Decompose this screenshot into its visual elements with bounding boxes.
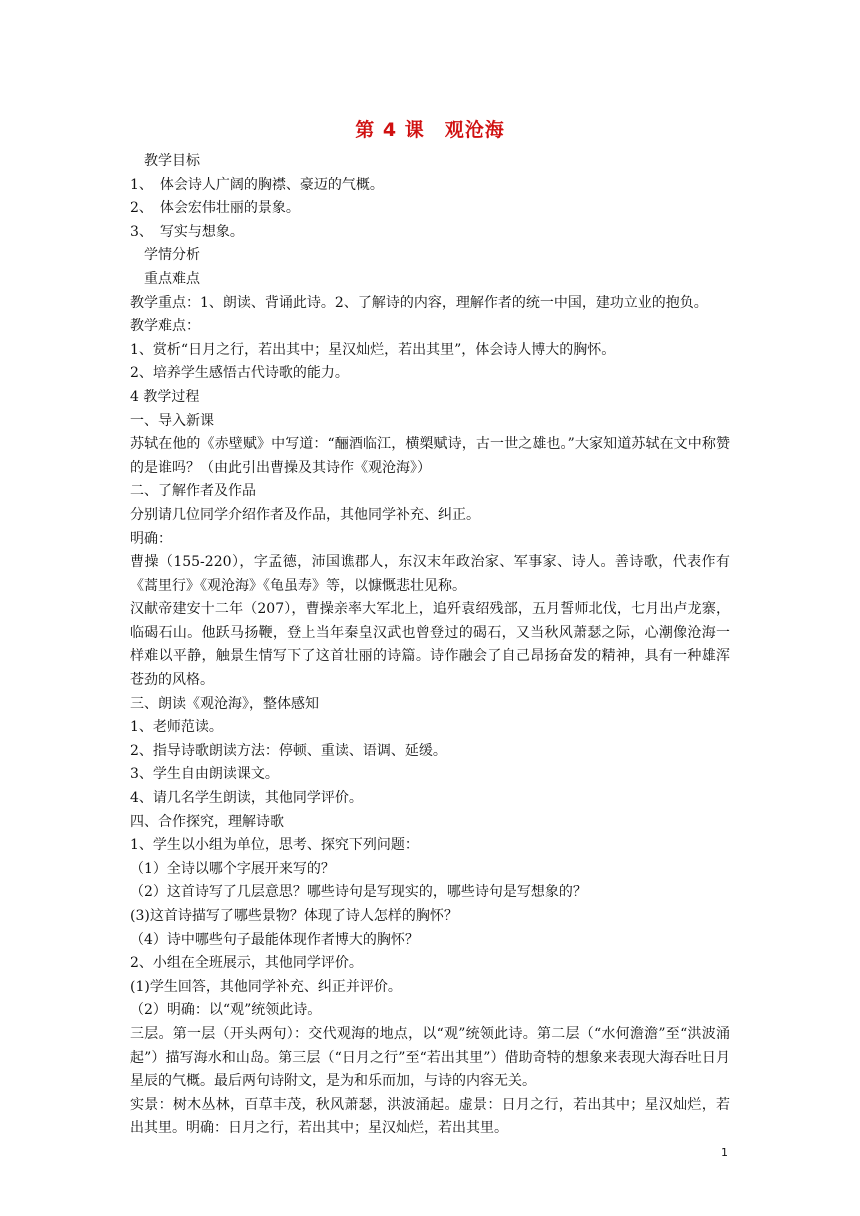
text-line: （4）诗中哪些句子最能体现作者博大的胸怀？ xyxy=(130,931,419,948)
text-line: 1、学生以小组为单位，思考、探究下列问题： xyxy=(130,837,419,854)
text-line: 1、老师范读。 xyxy=(130,719,223,736)
text-line: 三、朗读《观沧海》，整体感知 xyxy=(130,695,319,712)
text-line: 三层。第一层（开头两句）：交代观海的地点，以“观”统领此诗。第二层（“水何澹澹”至“洪波涌起”）描写海水和山岛。第三层（“日月之行”至“若出其里”）借助奇特的想象来表现大海吞吐日月星辰的气概。最后两句诗附文，是为和乐而加，与诗的内容无关。 xyxy=(130,1025,730,1090)
page-title: 第 4 课 观沧海 xyxy=(355,119,505,141)
text-line: 3、 写实与想象。 xyxy=(130,223,244,240)
text-line: 实景：树木丛林，百草丰茂，秋风萧瑟，洪波涌起。虚景：日月之行，若出其中；星汉灿烂，若出其里。明确：日月之行，若出其中；星汉灿烂，若出其里。 xyxy=(130,1096,730,1137)
text-line: (1)学生回答，其他同学补充、纠正并评价。 xyxy=(130,978,402,995)
text-line: 分别请几位同学介绍作者及作品，其他同学补充、纠正。 xyxy=(130,506,480,523)
page-number: 1 xyxy=(721,1146,728,1159)
text-line: 汉献帝建安十二年（207），曹操亲率大军北上，追歼袁绍残部，五月誓师北伐，七月出卢龙寨，临碣石山。他跃马扬鞭，登上当年秦皇汉武也曾登过的碣石，又当秋风萧瑟之际，心潮像沧海一样难以平静，触景生情写下了这首壮丽的诗篇。诗作融会了自己昂扬奋发的精神，具有一种雄浑苍劲的风格。 xyxy=(130,601,730,689)
text-line: 明确： xyxy=(130,530,172,547)
text-line: （1）全诗以哪个字展开来写的？ xyxy=(130,860,335,877)
text-line: 1、 体会诗人广阔的胸襟、豪迈的气概。 xyxy=(130,176,384,193)
text-line: 4、请几名学生朗读，其他同学评价。 xyxy=(130,790,363,807)
text-line: 一、导入新课 xyxy=(130,412,214,429)
text-line: (3)这首诗描写了哪些景物？体现了诗人怎样的胸怀？ xyxy=(130,908,458,924)
text-line: 四、合作探究，理解诗歌 xyxy=(130,813,284,830)
text-line: （2）明确：以“观”统领此诗。 xyxy=(130,1002,322,1019)
text-line: 重点难点 xyxy=(130,270,200,287)
text-line: 教学目标 xyxy=(130,153,200,169)
text-line: （2）这首诗写了几层意思？哪些诗句是写现实的，哪些诗句是写想象的？ xyxy=(130,884,587,901)
text-line: 4 教学过程 xyxy=(130,388,200,405)
document-body xyxy=(130,150,730,1141)
text-line: 教学难点： xyxy=(130,318,200,335)
text-line: 2、培养学生感悟古代诗歌的能力。 xyxy=(130,365,349,382)
text-line: 2、小组在全班展示，其他同学评价。 xyxy=(130,955,363,972)
text-line: 二、了解作者及作品 xyxy=(130,483,256,500)
text-line: 教学重点：1、朗读、背诵此诗。2、了解诗的内容，理解作者的统一中国，建功立业的抱负。 xyxy=(130,294,708,311)
text-line: 曹操（155-220），字孟德，沛国谯郡人，东汉末年政治家、军事家、诗人。善诗歌，代表作有《蒿里行》《观沧海》《龟虽寿》等，以慷慨悲壮见称。 xyxy=(130,554,730,594)
text-line: 2、指导诗歌朗读方法：停顿、重读、语调、延缓。 xyxy=(130,742,447,759)
text-line: 学情分析 xyxy=(130,247,200,264)
text-line: 2、 体会宏伟壮丽的景象。 xyxy=(130,200,300,217)
text-line: 苏轼在他的《赤壁赋》中写道：“酾酒临江，横槊赋诗，古一世之雄也。”大家知道苏轼在文中称赞的是谁吗？（由此引出曹操及其诗作《观沧海》） xyxy=(130,436,730,476)
text-line: 1、赏析“日月之行，若出其中；星汉灿烂，若出其里”，体会诗人博大的胸怀。 xyxy=(130,341,616,358)
text-line: 3、学生自由朗读课文。 xyxy=(130,766,279,783)
